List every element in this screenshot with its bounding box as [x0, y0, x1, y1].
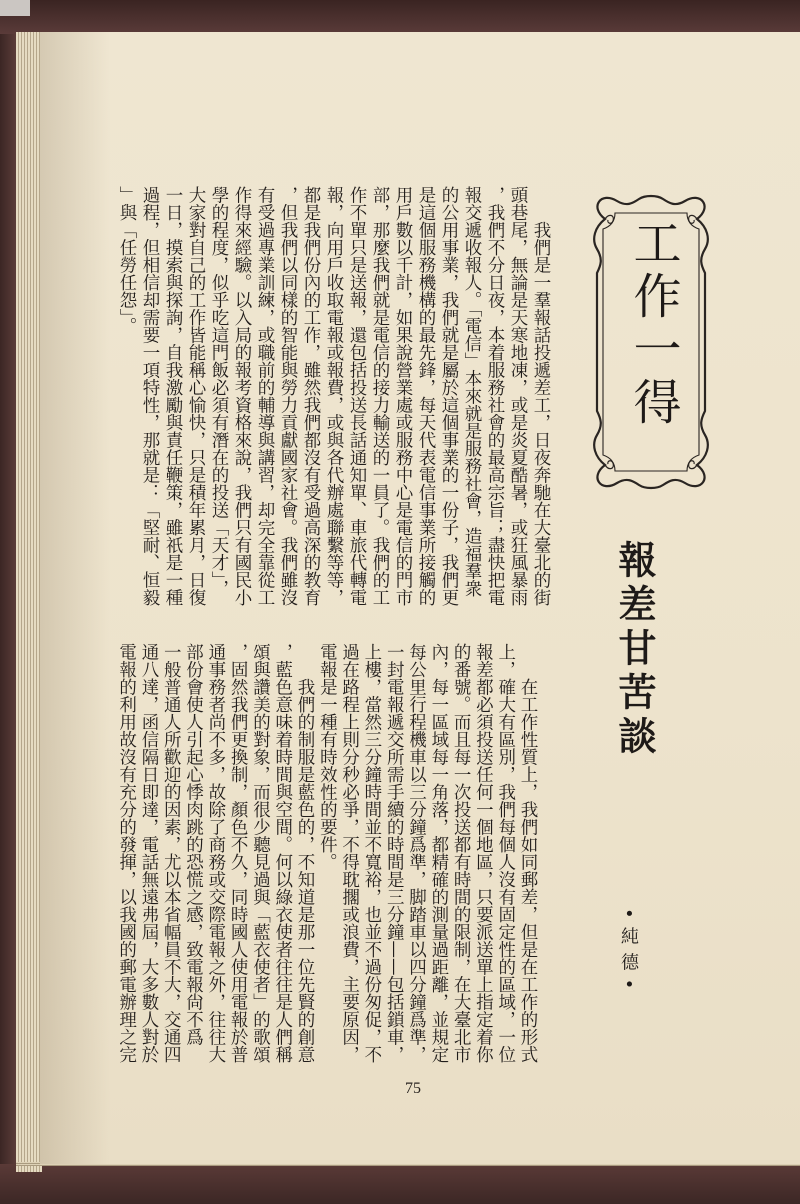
- background-corner: [0, 0, 30, 16]
- book-cover-left-edge: [0, 0, 16, 1204]
- article-title: 報差甘苦談: [612, 540, 657, 760]
- text-column: 報差都必須投送任何一個地區，只要派送單上指定着你: [473, 643, 494, 1063]
- text-column: 在工作性質上，我們如同郵差，但是在工作的形式: [518, 678, 538, 1063]
- text-column: 上，確大有區別，我們每個人沒有固定性的區域，一位: [495, 643, 516, 1063]
- text-column: 一日，摸索與探詢，自我激勵與責任鞭策，雖祇是一種: [163, 186, 183, 606]
- text-column: 用戶數以千計，如果說營業處或服務中心是電信的門市: [393, 186, 413, 606]
- text-column: 每公里行程機車以三分鐘爲準，脚踏車以四分鐘爲準，: [406, 643, 427, 1063]
- book-page: [40, 32, 800, 1164]
- text-column: ，固然我們更換制，顏色不久，同時國人使用電報於普: [228, 643, 249, 1063]
- text-column: 有受過專業訓練，或職前的輔導與講習，却完全靠從工: [255, 186, 275, 606]
- page-number: 75: [405, 1080, 421, 1097]
- text-column: 電報的利用故沒有充分的發揮，以我國的郵電辦理之完: [116, 643, 137, 1063]
- text-column: 作不單只是送報，還包括投送長話通知單、車旅代轉電: [347, 186, 367, 606]
- text-column: ，藍色意味着時間與空間。何以綠衣使者往往是人們稱: [272, 643, 293, 1063]
- text-column: 通事務者尚不多，故除了商務或交際電報之外，往往大: [205, 643, 226, 1063]
- text-column: 上樓，當然三分鐘時間並不寬裕，也並不過份匆促，不: [361, 643, 382, 1063]
- lower-text-block: [115, 643, 539, 1065]
- text-column: ，我們不分日夜，本着服務社會的最高宗旨；盡快把電: [485, 186, 505, 606]
- text-column: 頭巷尾，無論是天寒地凍，或是炎夏酷暑，或狂風暴雨: [508, 186, 528, 606]
- page-stack-edge: [16, 32, 42, 1172]
- text-column: 過在路程上則分秒必爭，不得耽擱或浪費，主要原因，: [339, 643, 360, 1063]
- text-column: 通八達，函信隔日即達，電話無遠弗屆，大多數人對於: [138, 643, 159, 1063]
- upper-text-block: [115, 186, 552, 610]
- text-column: ，但我們以同樣的智能與勞力貢獻國家社會。我們雖沒: [278, 186, 298, 606]
- book-cover-top-edge: [0, 0, 800, 34]
- book-cover-bottom-edge: [0, 1164, 800, 1204]
- text-column: 報，向用戶收取電報或報費，或與各代辦處聯繫等等，: [324, 186, 344, 606]
- text-column: 都是我們份內的工作，雖然我們都沒有受過高深的教育: [301, 186, 321, 606]
- text-column: 頌與讚美的對象，而很少聽見過與「藍衣使者」的歌頌: [250, 643, 271, 1063]
- column-series-title: 工作一得: [625, 218, 681, 430]
- article-author: •純德•: [618, 908, 639, 998]
- text-column: 電報是一種有時效性的要件。: [317, 643, 338, 871]
- text-column: 大家對自己的工作皆能稱心愉快，只是積年累月，日復: [186, 186, 206, 606]
- text-column: 部，那麼我們就是電信的接力輸送的一員了。我們的工: [370, 186, 390, 606]
- text-column: 我們是一羣報話投遞差工，日夜奔馳在大臺北的街: [531, 221, 551, 606]
- text-column: 內，每一區域每一角落，都精確的測量過距離，並規定: [428, 643, 449, 1063]
- text-column: 我們的制服是藍色的，不知道是那一位先賢的創意: [295, 678, 316, 1063]
- text-column: 的公用事業，我們就是屬於這個事業的一份子，我們更: [439, 186, 459, 606]
- text-column: 一般普通人所歡迎的因素，尤以本省幅員不大，交通四: [161, 643, 182, 1063]
- text-column: 的番號。而且每一次投送都有時間的限制，在大臺北市: [451, 643, 472, 1063]
- text-column: 過程，但相信却需要一項特性，那就是：「堅耐、恒毅: [140, 186, 160, 606]
- text-column: 是這個服務機構的最先鋒，每天代表電信事業所接觸的: [416, 186, 436, 606]
- text-column: 學的程度，似乎吃這門飯必須有潛在的投送「天才」，: [209, 186, 229, 598]
- text-column: 」與「任勞任怨」。: [117, 186, 137, 335]
- text-column: 作得來經驗。以入局的報考資格來說，我們只有國民小: [232, 186, 252, 606]
- text-column: 一封電報遞交所需手續的時間是三分鐘——包括鎖車，: [384, 643, 405, 1063]
- text-column: 部份會使人引起心悸肉跳的恐慌之感，致電報尙不爲: [183, 643, 204, 1046]
- text-column: 報交遞收報人。「電信」本來就是服務社會，造福羣衆: [462, 186, 482, 598]
